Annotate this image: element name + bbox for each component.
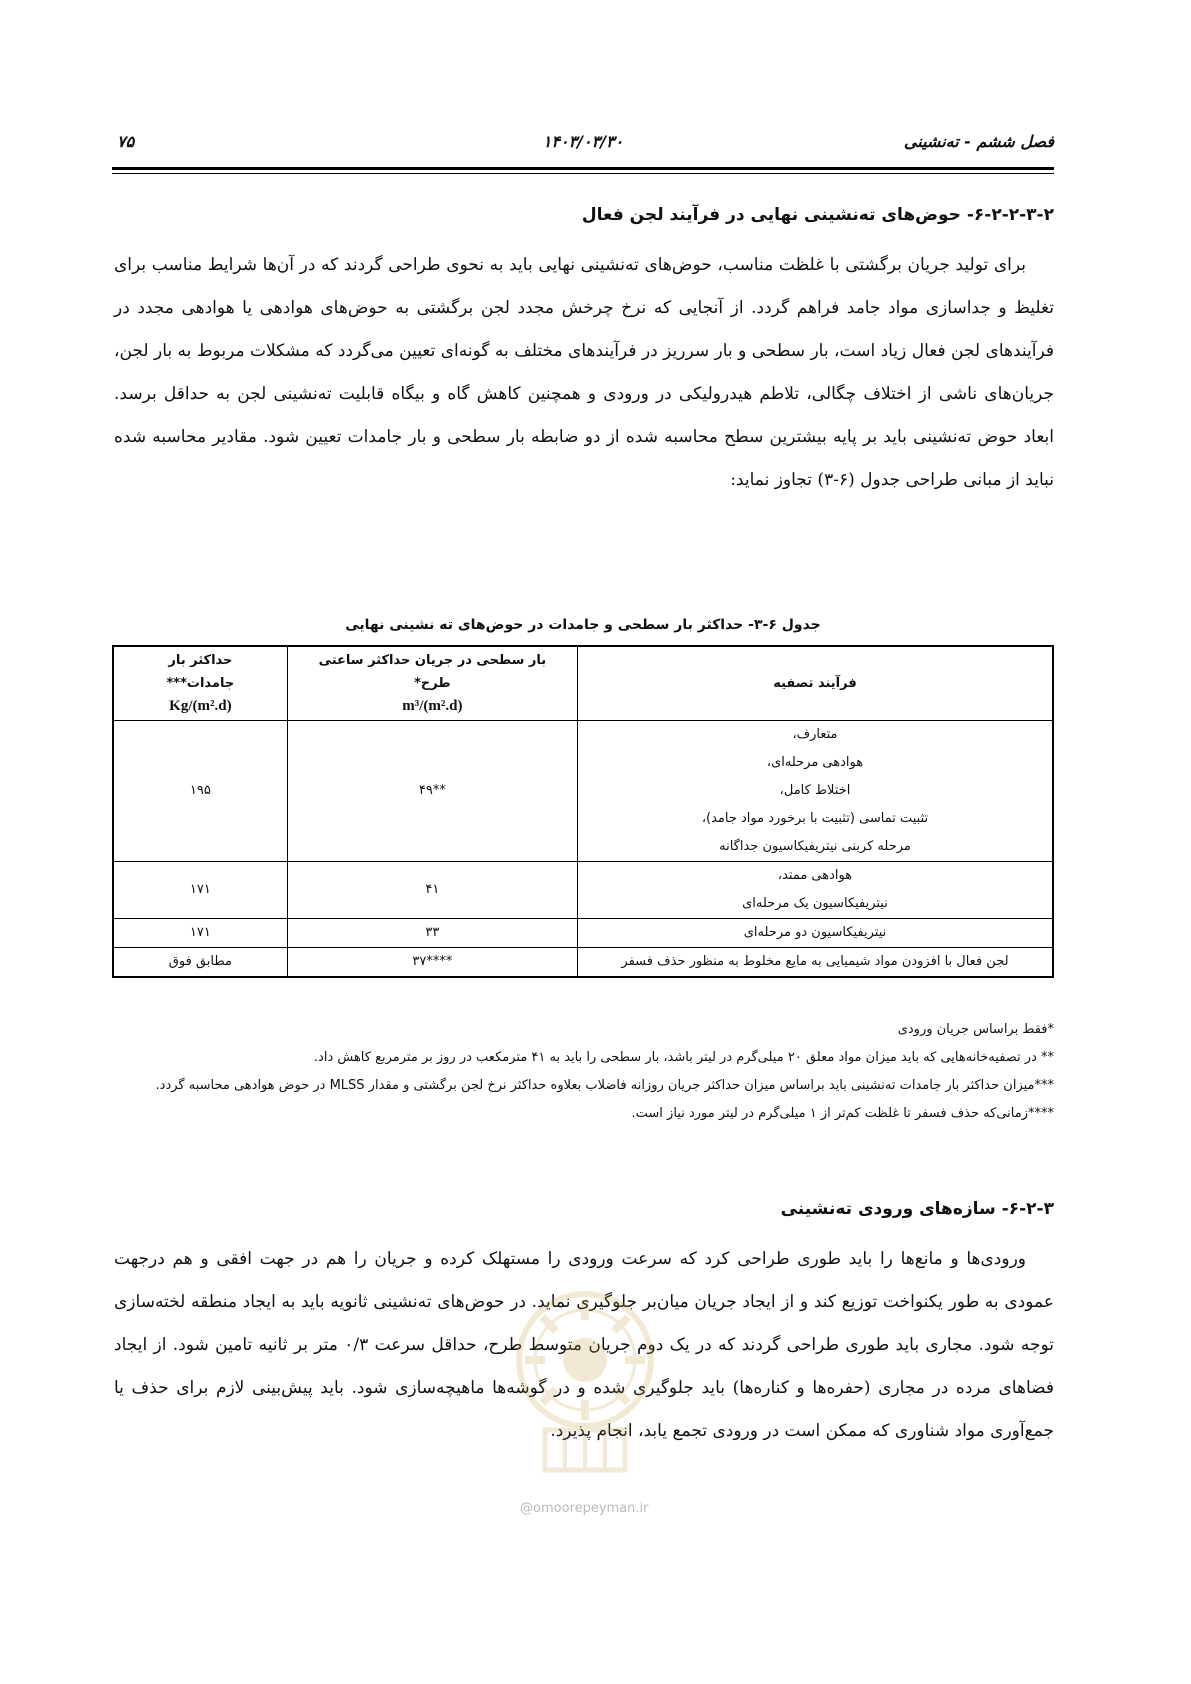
table-row (113, 948, 1053, 978)
process-line: اختلاط کامل، (779, 783, 851, 798)
surface-loading-cell: ۴۱ (287, 862, 577, 919)
solids-loading-cell: مطابق فوق (113, 948, 287, 978)
footnote: ***میزان حداکثر بار جامدات ته‌نشینی باید براساس میزان حداکثر جریان روزانه فاضلاب بعلاوه حداکثر نرخ لجن برگشتی و مقدار MLSS در حوض هوادهی محاسبه گردد. (155, 1078, 1054, 1093)
header-surface-unit: m³/(m².d) (402, 698, 463, 714)
process-cell (577, 919, 1053, 948)
process-line: هوادهی مرحله‌ای، (766, 755, 864, 770)
process-line: تثبیت تماسی (تثبیت با برخورد مواد جامد)، (701, 811, 929, 826)
table-footnotes (114, 1016, 1054, 1128)
footnote: ****زمانی‌که حذف فسفر تا غلظت کم‌تر از ۱ میلی‌گرم در لیتر مورد نیاز است. (631, 1106, 1054, 1121)
table-row (113, 919, 1053, 948)
solids-loading-cell: ۱۷۱ (113, 919, 287, 948)
process-line: لجن فعال با افزودن مواد شیمیایی به مایع مخلوط به منظور حذف فسفر (621, 954, 1009, 969)
header-surface-loading (287, 646, 577, 721)
header-process: فرآیند تصفیه (577, 646, 1053, 721)
section-heading-final-clarifiers: ۶-۲-۲-۳-۲- حوض‌های ته‌نشینی نهایی در فرآیند لجن فعال (581, 205, 1054, 225)
table-row (113, 862, 1053, 919)
section-paragraph-final-clarifiers (114, 244, 1054, 502)
header-surface-line1: بار سطحی در جریان حداکثر ساعتی (318, 653, 547, 668)
surface-loading-cell: ****۳۷ (287, 948, 577, 978)
watermark-url: @omoorepeyman.ir (520, 1501, 649, 1516)
footnote: *فقط براساس جریان ورودی (897, 1022, 1054, 1037)
chapter-title: فصل ششم - ته‌نشینی (903, 132, 1054, 151)
process-line: متعارف، (792, 727, 838, 742)
loading-rates-table (112, 645, 1054, 978)
process-cell (577, 721, 1053, 862)
table-row (113, 721, 1053, 862)
header-rule-thick (112, 167, 1054, 170)
table-caption: جدول ۶-۳- حداکثر بار سطحی و جامدات در حوض‌های ته نشینی نهایی (345, 617, 821, 633)
page-number: ۷۵ (117, 132, 135, 151)
header-solids-unit: Kg/(m².d) (169, 698, 232, 714)
running-header (112, 128, 1054, 156)
process-line: نیتریفیکاسیون یک مرحله‌ای (742, 896, 888, 911)
header-date: ۱۴۰۳/۰۳/۳۰ (542, 132, 624, 151)
section-heading-inlet-structures: ۶-۲-۳- سازه‌های ورودی ته‌نشینی (780, 1199, 1054, 1219)
header-solids-loading (113, 646, 287, 721)
header-solids-line2: جامدات*** (166, 676, 235, 691)
process-line: مرحله کربنی نیتریفیکاسیون جداگانه (719, 839, 911, 854)
solids-loading-cell: ۱۹۵ (113, 721, 287, 862)
footnote: ** در تصفیه‌خانه‌هایی که باید میزان مواد معلق ۲۰ میلی‌گرم در لیتر باشد، بار سطحی را باید به ۴۱ مترمکعب در روز بر مترمربع کاهش داد. (313, 1050, 1054, 1065)
process-cell (577, 862, 1053, 919)
process-line: نیتریفیکاسیون دو مرحله‌ای (743, 925, 887, 940)
solids-loading-cell: ۱۷۱ (113, 862, 287, 919)
header-rule-thin (112, 173, 1054, 174)
section-paragraph-inlet-structures (114, 1238, 1054, 1453)
table-header-row (113, 646, 1053, 721)
process-line: هوادهی ممتد، (777, 868, 853, 883)
surface-loading-cell: **۴۹ (287, 721, 577, 862)
paragraph-text: ورودی‌ها و مانع‌ها را باید طوری طراحی کرد که سرعت ورودی را مستهلک کرده و جریان را هم در جهت افقی و هم درجهت عمودی به طور یکنواخت توزیع کند و از ایجاد جریان میان‌بر جلوگیری نماید. در حوض‌های ته‌نشینی ثانویه باید به ایجاد منطقه لخته‌سازی توجه شود. مجاری باید طوری طراحی گردند که در یک دوم جریان متوسط طرح، حداقل سرعت ۰/۳ متر بر ثانیه تامین شود. از ایجاد فضاهای مرده در مجاری (حفره‌ها و کناره‌ها) باید جلوگیری شده و در گوشه‌ها ماهیچه‌سازی شود. باید پیش‌بینی لازم برای حذف یا جمع‌آوری مواد شناوری که ممکن است در ورودی تجمع یابد، انجام پذیرد. (114, 1249, 1055, 1441)
surface-loading-cell: ۳۳ (287, 919, 577, 948)
paragraph-text: برای تولید جریان برگشتی با غلظت مناسب، حوض‌های ته‌نشینی نهایی باید به نحوی طراحی گردند که در آن‌ها شرایط مناسب برای تغلیظ و جداسازی مواد جامد فراهم گردد. از آنجایی که نرخ چرخش مجدد لجن برگشتی به حوض‌های هوادهی یا هوادهی مجدد در فرآیندهای لجن فعال زیاد است، بار سطحی و بار سرریز در فرآیندهای مختلف به گونه‌ای تعیین می‌گردد که مشکلات مربوط به بار لجن، جریان‌های ناشی از اختلاف چگالی، تلاطم هیدرولیکی در ورودی و همچنین کاهش گاه و بیگاه قابلیت ته‌نشینی لجن به حداقل برسد. ابعاد حوض ته‌نشینی باید بر پایه بیشترین سطح محاسبه شده از دو ضابطه بار سطحی و بار جامدات تعیین شود. مقادیر محاسبه شده نباید از مبانی طراحی جدول (۶-۳) تجاوز نماید: (114, 255, 1054, 490)
header-solids-line1: حداکثر بار (168, 653, 233, 668)
header-surface-line2: طرح* (414, 676, 451, 691)
process-cell (577, 948, 1053, 978)
